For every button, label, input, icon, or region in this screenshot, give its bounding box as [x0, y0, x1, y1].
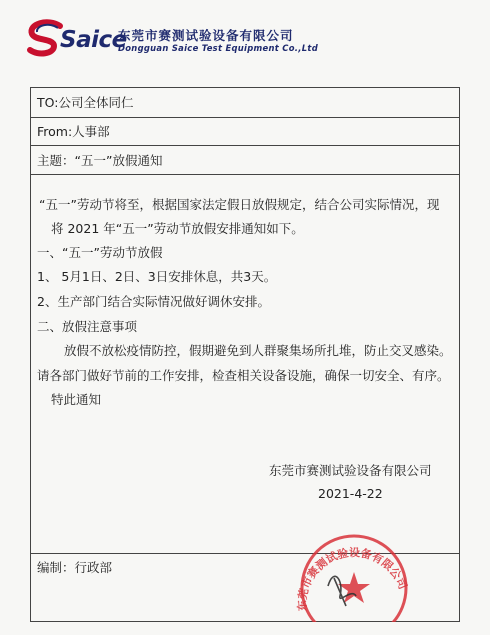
memo-sheet: [30, 87, 460, 622]
signature-date: 2021-4-22: [318, 486, 383, 501]
list-item-2: 2、生产部门结合实际情况做好调休安排。: [37, 294, 270, 309]
memo-from-row: [31, 118, 459, 146]
memo-subject-row: [31, 146, 459, 175]
memo-to: TO:公司全体同仁: [37, 95, 134, 110]
body-paragraph-2: 将 2021 年“五一”劳动节放假安排通知如下。: [51, 221, 304, 236]
signature-company: 东莞市赛测试验设备有限公司: [269, 463, 432, 478]
company-name-en: Dongguan Saice Test Equipment Co.,Ltd: [118, 43, 319, 53]
company-name-cn: 东莞市赛测试验设备有限公司: [118, 28, 294, 43]
memo-editor: 编制：行政部: [37, 560, 113, 575]
company-seal-icon: [294, 526, 414, 622]
memo-subject: 主题：“五一”放假通知: [37, 153, 163, 168]
body-paragraph-1: “五一”劳动节将至，根据国家法定假日放假规定，结合公司实际情况，现: [39, 197, 440, 212]
body-paragraph-3: 放假不放松疫情防控，假期避免到人群聚集场所扎堆，防止交叉感染。: [64, 343, 452, 358]
section-heading-2: 二、放假注意事项: [37, 319, 138, 334]
body-paragraph-4: 请各部门做好节前的工作安排，检查相关设备设施，确保一切安全、有序。: [37, 368, 450, 383]
memo-to-row: [31, 88, 459, 118]
logo-wordmark: Saice: [60, 27, 127, 53]
closing-text: 特此通知: [51, 392, 102, 407]
section-heading-1: 一、“五一”劳动节放假: [37, 245, 163, 260]
seal-text: 东莞市赛测试验设备有限公司: [295, 546, 410, 612]
memo-from: From:人事部: [37, 124, 110, 139]
company-logo: [24, 18, 444, 62]
list-item-1: 1、 5月1日、2日、3日安排休息，共3天。: [37, 269, 277, 284]
